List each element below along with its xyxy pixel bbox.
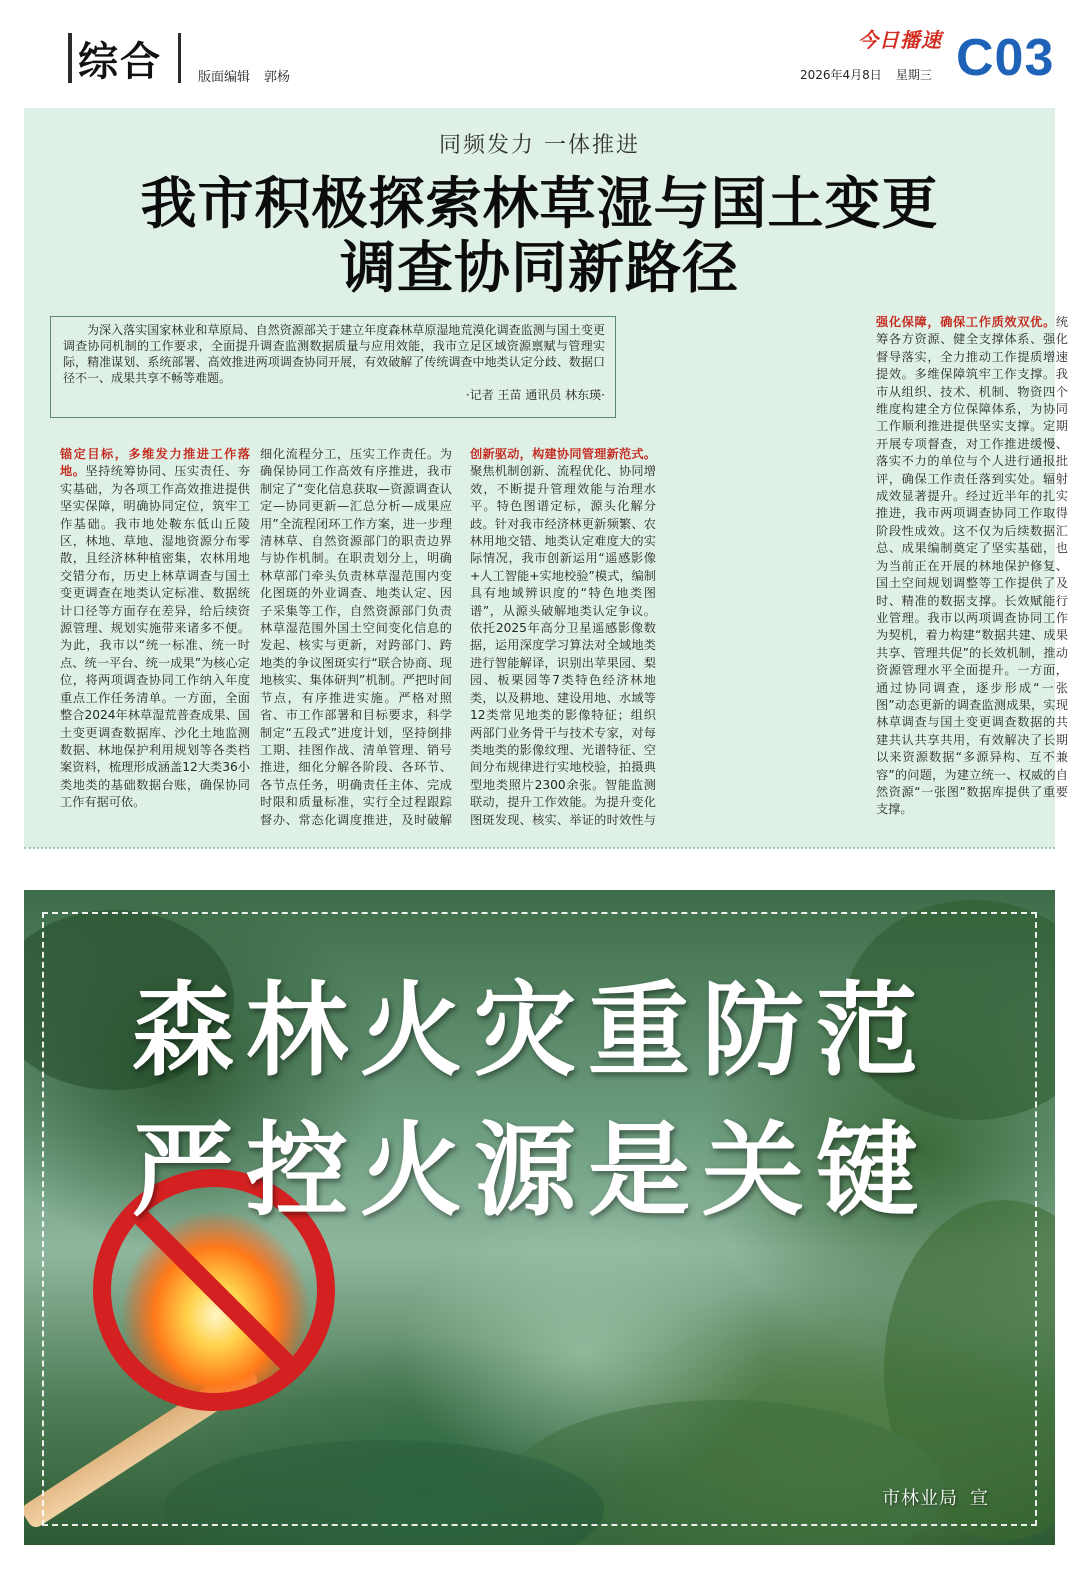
section-name: 综合 [78, 38, 162, 85]
editor-label: 版面编辑 [198, 70, 251, 85]
subhead-goal: 锚定目标，多维发力推进工作落地。 [60, 447, 250, 479]
article-kicker: 同频发力 一体推进 [439, 133, 640, 158]
article-divider [24, 847, 1055, 849]
fire-prevention-poster [24, 890, 1055, 1545]
byline: ·记者 王苗 通讯员 林东瑛· [465, 388, 605, 402]
article-column-5 [876, 314, 1068, 828]
issue-date [800, 66, 932, 83]
poster-signature [882, 1484, 989, 1510]
headline-line-1: 我市积极探索林草湿与国土变更 [140, 172, 939, 237]
column-1-text: 坚持统筹协同、压实责任、夯实基础，为各项工作高效推进提供坚实保障，明确协同定位，筑牢工作基础。我市地处鞍东低山丘陵区，林地、草地、湿地资源分布零散，且经济林种植密集，农林用地交错分布，历史上林草调查与国土变更调查在地类认定标准、数据统计口径等方面存在差异，给后续资源管理、规划实施带来诸多不便。为此，我市以“统一标准、统一时点、统一平台、统一成果”为核心定位，将两项调查协同工作纳入年度重点工作任务清单。一方面，全面整合2024年林草湿荒普查成果、国土变更调查数据库、沙化土地监测数据、林地保护利用规划等各类档案资料，梳理形成涵盖12大类36小类地类的基础数据台账，确保协同工作有据可依。 [60, 464, 250, 810]
page-number: C03 [956, 29, 1055, 87]
poster-title-line-1: 森林火灾重防范 [132, 972, 930, 1091]
article-box [24, 108, 1068, 848]
column-5-text: 统筹各方资源、健全支撑体系、强化督导落实，全力推动工作提质增速提效。多维保障筑牢工作支撑。我市从组织、技术、机制、物资四个维度构建全方位保障体系，为协同工作顺利推进提供坚实支撑。定期开展专项督查，对工作推进缓慢、落实不力的单位与个人进行通报批评，确保工作责任落到实处。辐射成效显著提升。经过近半年的扎实推进，我市两项调查协同工作取得阶段性成效。这不仅为后续数据汇总、成果编制奠定了坚实基础，也为当前正在开展的林地保护修复、国土空间规划调整等工作提供了及时、精准的数据支撑。长效赋能行业管理。我市以两项调查协同工作为契机，着力构建“数据共建、成果共享、管理共促”的长效机制，推动资源管理水平全面提升。一方面，通过协同调查，逐步形成“一张图”动态更新的调查监测成果，实现林草调查与国土变更调查数据的共建共认共享共用，有效解决了长期以来资源数据“多源异构、互不兼容”的问题，为建立统一、权威的自然资源“一张图”数据库提供了重要支撑。 [876, 315, 1068, 817]
headline-line-2: 调查协同新路径 [340, 236, 739, 301]
newspaper-logo: 今日播速 [858, 28, 942, 52]
article-column-1 [60, 446, 250, 828]
subhead-guarantee: 强化保障，确保工作质效双优。 [876, 315, 1056, 329]
subhead-innovation: 创新驱动，构建协同管理新范式。 [470, 447, 656, 461]
header-rule-right [178, 33, 181, 83]
column-3-text: 聚焦机制创新、流程优化、协同增效，不断提升管理效能与治理水平。特色图谱定标，源头化解分歧。针对我市经济林更新频繁、农林用地交错、地类认定难度大的实际情况，我市创新运用“遥感影像+人工智能+实地校验”模式，编制具有地域辨识度的“特色地类图谱”，从源头破解地类认定争议。依托2025年高分卫星遥感影像数据，运用深度学习算法对全域地类进行智能解译，识别出苹果园、梨园、板栗园等7类特色经济林地类，以及耕地、建设用地、水域等12类常见地类的影像特征；组织两部门业务骨干与技术专家，对每类地类的影像纹理、光谱特征、空间分布规律进行实地校验，拍摄典型地类照片2300余张。智能监测联动，提升工作效能。为提升变化图斑发现、核实、举证的时效性与 [470, 464, 656, 827]
weekday-text: 星期三 [895, 68, 932, 82]
article-column-4 [672, 314, 862, 828]
signature-word: 宣 [970, 1488, 989, 1509]
lead-paragraph: 为深入落实国家林业和草原局、自然资源部关于建立年度森林草原湿地荒漠化调查监测与国土变更调查协同机制的工作要求，全面提升调查监测数据质量与应用效能，我市立足区域资源禀赋与管理实际，精准谋划、系统部署、高效推进两项调查协同开展，有效破解了传统调查中地类认定分歧、数据口径不一、成果共享不畅等难题。 [63, 323, 605, 385]
article-column-3 [470, 446, 656, 828]
signature-org: 市林业局 [882, 1488, 958, 1509]
poster-title-line-2: 严控火源是关键 [132, 1112, 930, 1231]
lead-box [50, 316, 616, 418]
column-2-text: 细化流程分工，压实工作责任。为确保协同工作高效有序推进，我市制定了“变化信息获取—资源调查认定—协同更新—汇总分析—成果应用”全流程闭环工作方案，进一步理清林草、自然资源部门的职责边界与协作机制。在职责划分上，明确林草部门牵头负责林草湿范围内变化图斑的外业调查、地类认定、因子采集等工作，自然资源部门负责林草湿范围外国土空间变化信息的发起、核实与更新，对跨部门、跨地类的争议图斑实行“联合协商、现地核实、集体研判”机制。严把时间节点，有序推进实施。严格对照省、市工作部署和目标要求，科学制定“五段式”进度计划，坚持倒排工期、挂图作战、清单管理、销号推进，细化分解各阶段、各环节、各节点任务，明确责任主体、完成时限和质量标准，实行全过程跟踪督办、常态化调度推进，及时破解 [260, 447, 452, 827]
article-column-2 [260, 446, 452, 828]
header-rule-left [68, 33, 72, 83]
editor-line [198, 66, 290, 85]
date-text: 2026年4月8日 [800, 68, 882, 82]
editor-name: 郭杨 [264, 70, 291, 85]
